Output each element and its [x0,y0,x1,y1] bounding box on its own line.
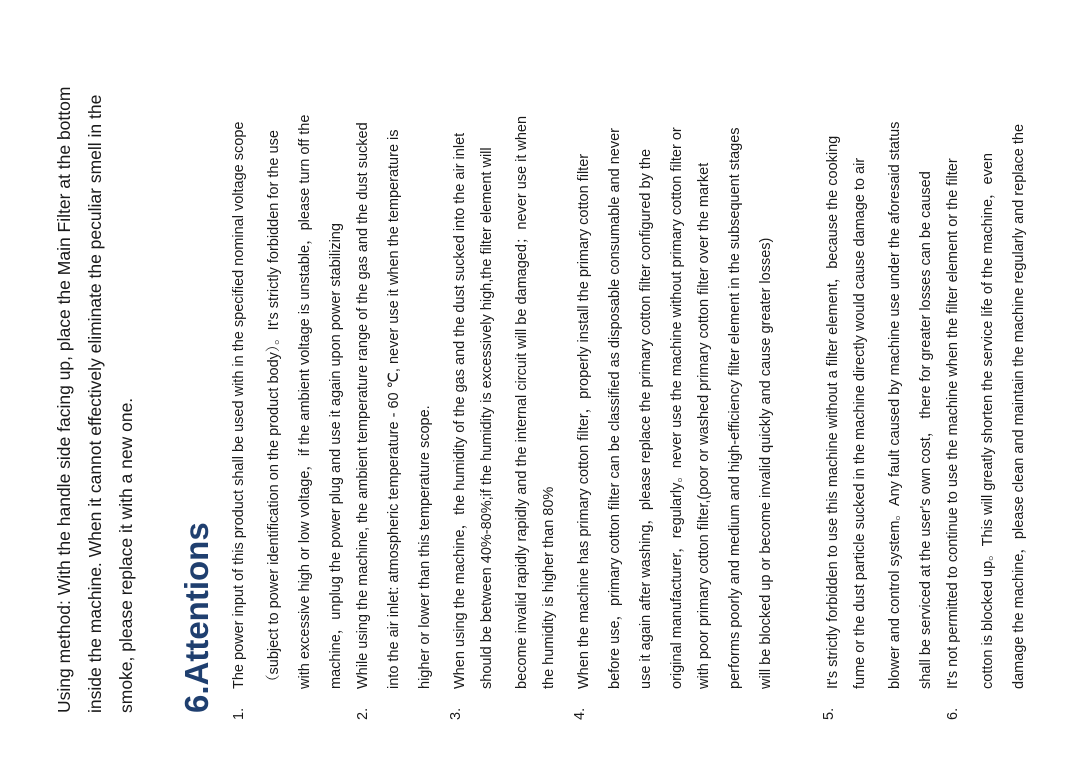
item-line: will be blocked up or become invalid quickly and cause greater losses) [758,237,774,689]
item-line: It's not permitted to continue to use the machine when the filter element or the filter [945,158,961,689]
item-line: （subject to power identification on the product body）。It's strictly forbidden for the use [266,130,282,689]
item-line: original manufacturer，regularly。never use the machine without primary cotton filter or [669,127,685,689]
item-line: machine，unplug the power plug and use it again upon power stabilizing [328,223,344,689]
section-heading: 6.Attentions [178,522,215,713]
intro-line: inside the machine. When it cannot effectively eliminate the peculiar smell in the [85,94,105,713]
item-number: 6. [945,707,961,720]
intro-line: smoke, please replace it with a new one. [116,397,136,713]
item-line: fume or the dust particle sucked in the machine directly would cause damage to air [852,157,868,689]
item-line: with excessive high or low voltage，if the ambient voltage is unstable，please turn off the [297,114,313,689]
item-number: 2. [355,707,371,720]
item-line: higher or lower than this temperature scope. [417,405,433,689]
item-line: The power input of this product shall be used with in the specified nominal voltage scope [231,121,247,689]
item-line: blower and control system。Any fault caused by machine use under the aforesaid status [887,121,903,689]
item-line: While using the machine, the ambient temperature range of the gas and the dust sucked [355,122,371,689]
item-line: before use，primary cotton filter can be classified as disposable consumable and never [607,128,623,689]
item-line: should be between 40%-80%;if the humidity is excessively high,the filter element will [479,147,495,689]
item-line: damage the machine，please clean and maintain the machine regularly and replace the [1011,123,1027,689]
item-line: cotton is blocked up。This will greatly shorten the service life of the machine，even [980,153,996,689]
item-line: performs poorly and medium and high-efficiency filter element in the subsequent stages [727,127,743,689]
intro-line: Using method: With the handle side facing up, place the Main Filter at the bottom [54,86,74,713]
item-number: 4. [572,707,588,720]
item-line: It's strictly forbidden to use this machine without a filter element，because the cooking [825,135,841,689]
item-line: the humidity is higher than 80% [541,486,557,689]
item-line: When the machine has primary cotton filter，properly install the primary cotton filter [576,153,592,689]
item-number: 5. [821,707,837,720]
item-number: 1. [231,707,247,720]
item-line: become invalid rapidly rapidly and the internal circuit will be damaged；never use it when [514,115,530,689]
item-line: use it again after washing，please replace the primary cotton filter configured by the [638,148,654,689]
item-line: shall be serviced at the user's own cost， there for greater losses can be caused [918,171,934,689]
item-line: into the air inlet: atmospheric temperature - 60 ℃, never use it when the temperature is [386,129,402,689]
item-line: with poor primary cotton filter,(poor or washed primary cotton filter over the market [696,162,712,689]
item-number: 3. [448,707,464,720]
item-line: When using the machine，the humidity of the gas and the dust sucked into the air inlet [452,132,468,689]
